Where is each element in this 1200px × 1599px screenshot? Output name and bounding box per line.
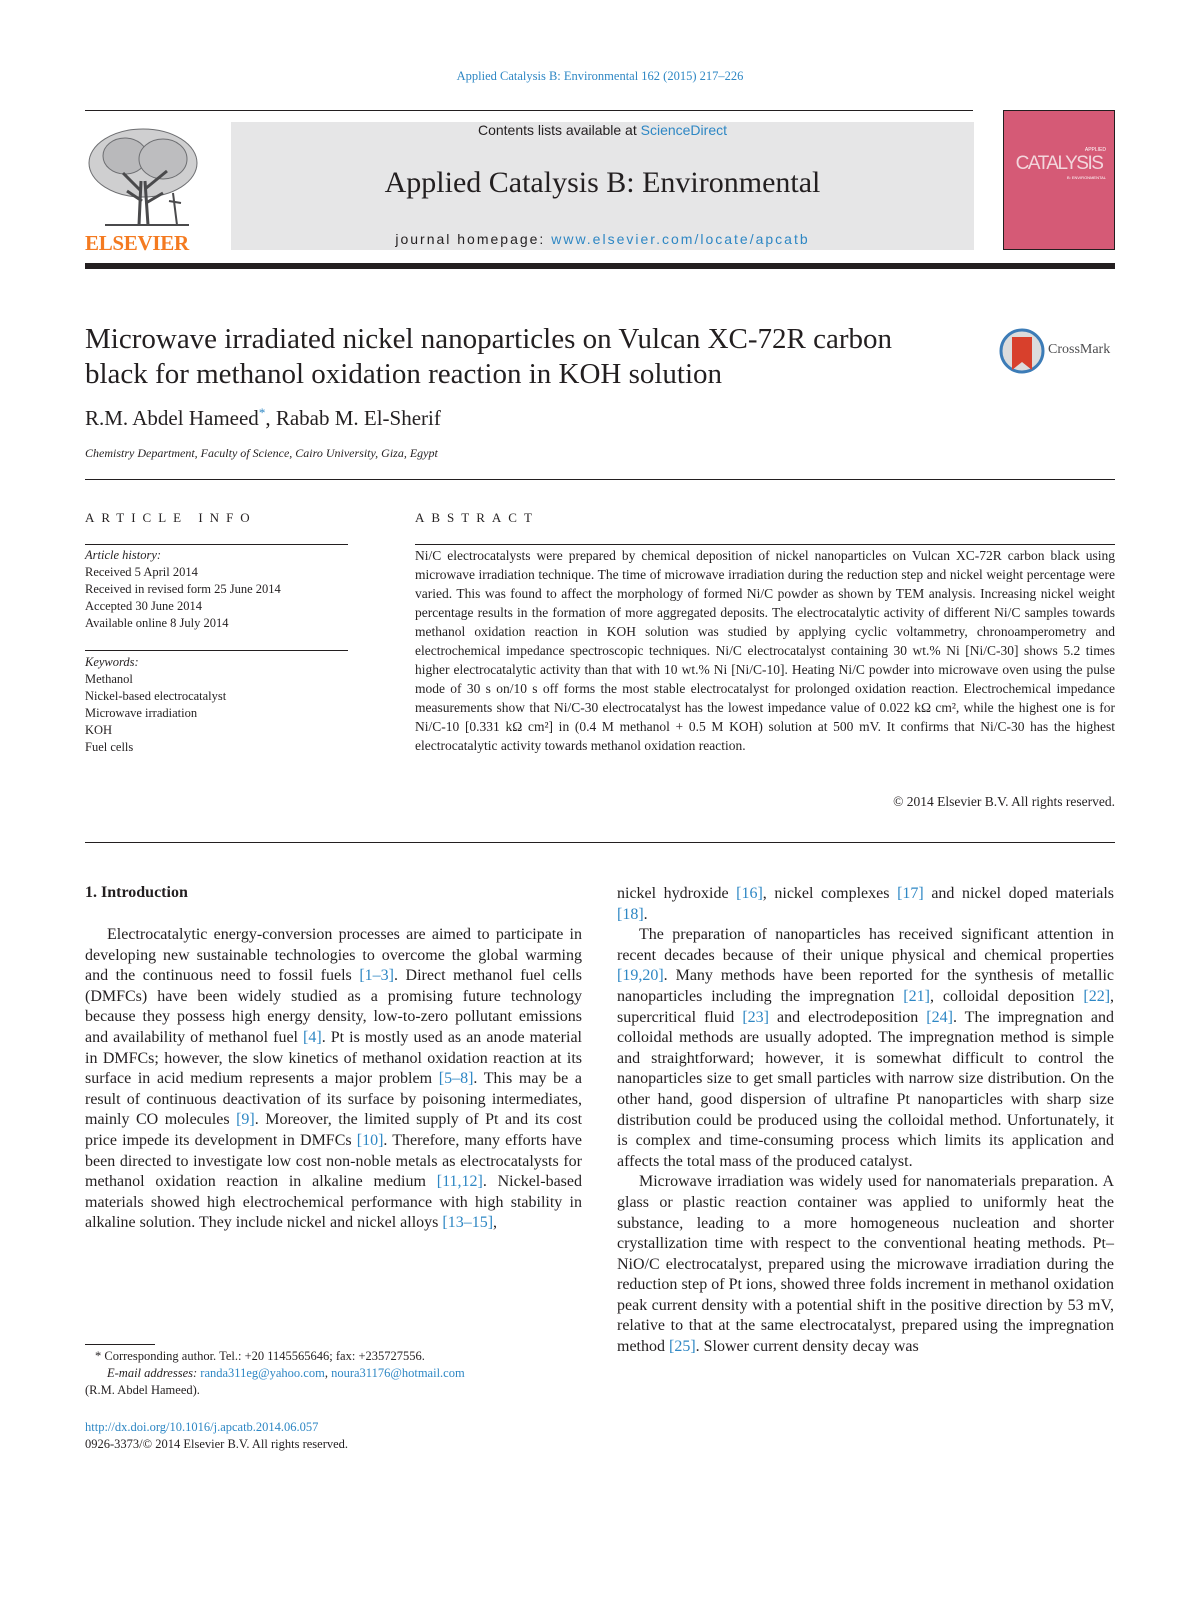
citation-link[interactable]: [9]	[236, 1111, 255, 1129]
abstract-bottom-rule	[85, 842, 1115, 843]
abstract-heading: ABSTRACT	[415, 510, 539, 525]
publisher-name: ELSEVIER	[85, 231, 189, 255]
history-item: Received 5 April 2014	[85, 565, 198, 579]
keyword: Nickel-based electrocatalyst	[85, 689, 227, 703]
citation-link[interactable]: [1–3]	[359, 967, 394, 985]
body-column-right	[617, 884, 1114, 1358]
paragraph-text: The preparation of nanoparticles has received significant attention in recent decades because of their unique physical and chemical properties	[617, 926, 1114, 964]
cover-title: CATALYSIS	[1015, 153, 1103, 174]
paragraph-text: Electrocatalytic energy-conversion processes are aimed to participate in developing new sustainable technologies to overcome the global warming and the continuous need to fossil fuels	[85, 926, 582, 985]
contents-line	[231, 122, 974, 138]
intro-paragraph-3	[617, 1172, 1114, 1357]
keywords-label: Keywords:	[85, 655, 139, 669]
article-info-heading: ARTICLE INFO	[85, 510, 257, 525]
intro-paragraph-2	[617, 925, 1114, 1172]
article-title	[85, 322, 985, 392]
journal-title: Applied Catalysis B: Environmental	[384, 166, 821, 199]
homepage-prefix: journal homepage:	[395, 231, 552, 247]
citation-link[interactable]: [18]	[617, 905, 644, 923]
paragraph-text: . This may be a result of continuous deactivation of its surface by poisoning intermediates, mainly CO molecules	[85, 1070, 582, 1129]
paragraph-text: . Direct methanol fuel cells (DMFCs) have been widely studied as a promising future technology because they possess high energy density, low-to-zero pollutant emissions and availability of methanol fuel	[85, 967, 582, 1046]
affiliation: Chemistry Department, Faculty of Science, Cairo University, Giza, Egypt	[85, 446, 438, 460]
paragraph-text: , supercritical fluid	[617, 987, 1115, 1026]
body-column-left	[85, 925, 582, 1234]
article-info-rule	[85, 544, 348, 545]
cover-subtitle: B: ENVIRONMENTAL	[1066, 175, 1106, 180]
homepage-line	[231, 231, 974, 247]
introduction-heading: 1. Introduction	[85, 884, 188, 901]
history-item: Received in revised form 25 June 2014	[85, 582, 281, 596]
corresponding-author-mark[interactable]: *	[258, 405, 266, 420]
paragraph-text: , colloidal deposition	[929, 987, 1084, 1005]
title-rule	[85, 479, 1115, 480]
keywords	[85, 654, 348, 756]
article-history	[85, 547, 348, 632]
citation-link[interactable]: [16]	[736, 885, 763, 902]
crossmark-icon	[999, 328, 1045, 374]
corresponding-author-note: * Corresponding author. Tel.: +20 1145565646; fax: +235727556.	[95, 1349, 425, 1363]
paragraph-text: . Moreover, the limited supply of Pt and its cost price impede its development in DMFCs	[85, 1111, 583, 1149]
crossmark-label: CrossMark	[1048, 342, 1111, 357]
citation-link[interactable]: [25]	[669, 1338, 696, 1356]
citation-link[interactable]: [21]	[903, 987, 930, 1005]
doi-link[interactable]: http://dx.doi.org/10.1016/j.apcatb.2014.06.057	[85, 1420, 319, 1434]
doi-block	[85, 1419, 348, 1453]
intro-paragraph-continued	[617, 884, 1114, 925]
title-line-1: Microwave irradiated nickel nanoparticles on Vulcan XC-72R carbon	[85, 323, 893, 355]
history-item: Accepted 30 June 2014	[85, 599, 202, 613]
crossmark-badge[interactable]	[999, 327, 1117, 375]
email-owner: (R.M. Abdel Hameed).	[85, 1383, 200, 1397]
journal-cover-image[interactable]	[1003, 110, 1115, 250]
author-1: R.M. Abdel Hameed	[85, 406, 259, 430]
citation-link[interactable]: [11,12]	[436, 1173, 483, 1191]
paragraph-text: and electrodeposition	[768, 1008, 927, 1026]
paragraph-text: , nickel complexes	[762, 885, 898, 902]
footnote-rule	[85, 1344, 155, 1345]
paragraph-text: nickel hydroxide	[617, 885, 737, 902]
citation-link[interactable]: [13–15]	[442, 1214, 494, 1232]
keyword: Fuel cells	[85, 740, 134, 754]
abstract-rule	[415, 544, 1115, 545]
paragraph-text: ,	[493, 1214, 498, 1232]
paragraph-text: . The impregnation and colloidal methods are usually adopted. The impregnation method is simple and straightforward; however, it is somewhat difficult to control the nanoparticles size to get small particles with narrow size distribution. On the other hand, good dispersion of ultrafine Pt nanoparticles with sharp size distribution could be produced using the colloidal method. Unfortunately, it is complex and time-consuming process which limits its application and affects the total mass of the produced catalyst.	[617, 1008, 1114, 1170]
paragraph-text: . Therefore, many efforts have been directed to investigate low cost non-noble metals as electrocatalysts for methanol oxidation reaction in alkaline medium	[85, 1131, 582, 1191]
paragraph-text: .	[643, 905, 648, 923]
history-label: Article history:	[85, 548, 162, 562]
homepage-link[interactable]: www.elsevier.com/locate/apcatb	[551, 231, 810, 247]
journal-reference[interactable]: Applied Catalysis B: Environmental 162 (2015) 217–226	[456, 69, 744, 83]
intro-paragraph-1	[85, 925, 582, 1234]
citation-link[interactable]: [10]	[356, 1131, 384, 1149]
citation-link[interactable]: [19,20]	[617, 967, 664, 985]
citation-link[interactable]: [24]	[926, 1008, 953, 1026]
author-separator: ,	[265, 406, 276, 430]
citation-link[interactable]: [5–8]	[438, 1070, 474, 1088]
paragraph-text: . Slower current density decay was	[695, 1338, 919, 1356]
citation-link[interactable]: [22]	[1083, 987, 1111, 1005]
header-thick-rule	[85, 263, 1115, 269]
issn-line: 0926-3373/© 2014 Elsevier B.V. All rights reserved.	[85, 1437, 349, 1451]
cover-top-label: APPLIED	[1084, 147, 1106, 153]
keyword: Microwave irradiation	[85, 706, 198, 720]
author-2: Rabab M. El-Sherif	[275, 406, 441, 430]
contents-prefix: Contents lists available at	[477, 122, 641, 138]
citation-link[interactable]: [4]	[303, 1028, 322, 1046]
paragraph-text: and nickel doped materials	[923, 885, 1115, 902]
paragraph-text: Microwave irradiation was widely used for nanomaterials preparation. A glass or plastic reaction container was applied to uniformly heat the substance, leading to a more homogeneous nucleation and shorter crystallization time with respect to the conventional heating methods. Pt–NiO/C electrocatalyst, prepared using the microwave irradiation during the reduction step of Pt ions, showed three folds increment in methanol oxidation peak current density with a potential shift in the positive direction by 53 mV, relative to that at the same electrocatalyst, prepared using the impregnation method	[617, 1173, 1114, 1356]
history-item: Available online 8 July 2014	[85, 616, 229, 630]
email-separator: ,	[324, 1366, 332, 1380]
email-link-1[interactable]: randa311eg@yahoo.com	[200, 1366, 325, 1380]
footnote	[85, 1348, 582, 1399]
header-top-rule	[85, 110, 973, 111]
abstract-text: Ni/C electrocatalysts were prepared by chemical deposition of nickel nanoparticles on Vulcan XC-72R carbon black using microwave irradiation technique. The time of microwave irradiation during the reduction step and nickel weight percentage were varied. This was found to affect the morphology of formed Ni/C powder as shown by TEM analysis. Increasing nickel weight percentage results in the formation of more aggregated deposits. The electrocatalytic activity of different Ni/C samples towards methanol oxidation reaction in KOH solution was studied by applying cyclic voltammetry, chronoamperometry and electrochemical impedance spectroscopic techniques. Ni/C electrocatalyst containing 30 wt.% Ni [Ni/C-30] shows 5.2 times higher electrocatalytic activity than that with 10 wt.% Ni [Ni/C-10]. Heating Ni/C powder into microwave oven using the pulse mode of 30 s on/10 s off forms the most stable electrocatalyst for prolonged oxidation reaction. Electrochemical impedance measurements show that Ni/C-30 electrocatalyst has the lowest impedance value of 0.022 kΩ cm², while the highest one is for Ni/C-10 [0.331 kΩ cm²] in (0.4 M methanol + 0.5 M KOH) solution at 500 mV. It confirms that Ni/C-30 has the highest electrocatalytic activity towards methanol oxidation reaction.	[415, 548, 1115, 753]
abstract-copyright: © 2014 Elsevier B.V. All rights reserved.	[893, 794, 1115, 809]
paragraph-text: . Nickel-based materials showed high electrochemical performance with high stability in alkaline solution. They include nickel and nickel alloys	[85, 1173, 583, 1232]
author-list	[85, 405, 441, 431]
sciencedirect-link[interactable]: ScienceDirect	[640, 122, 727, 138]
keyword: KOH	[85, 723, 113, 737]
title-line-2: black for methanol oxidation reaction in KOH solution	[85, 358, 723, 390]
keywords-rule	[85, 650, 348, 651]
citation-link[interactable]: [17]	[897, 885, 924, 902]
paragraph-text: . Pt is mostly used as an anode material in DMFCs; however, the slow kinetics of methanol oxidation reaction at its surface in acid medium represents a major problem	[85, 1028, 583, 1088]
citation-link[interactable]: [23]	[742, 1008, 769, 1026]
keyword: Methanol	[85, 672, 133, 686]
email-label: E-mail addresses:	[107, 1366, 201, 1380]
paragraph-text: . Many methods have been reported for the synthesis of metallic nanoparticles including the impregnation	[617, 967, 1114, 1005]
email-link-2[interactable]: noura31176@hotmail.com	[331, 1366, 465, 1380]
